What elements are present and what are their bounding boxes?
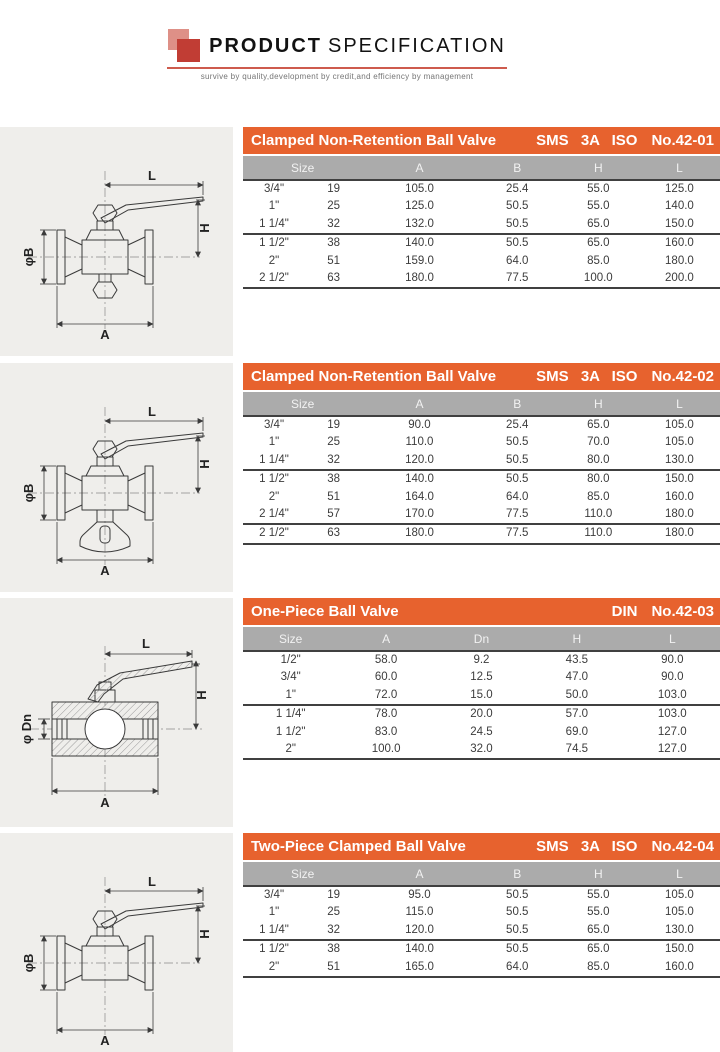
dim-label-h: H [194, 690, 209, 700]
table-cell: 1 1/2" [275, 725, 306, 738]
table-cell: 150.0 [639, 940, 720, 958]
table-cell: 50.5 [506, 200, 529, 213]
table-title-bar [243, 363, 720, 390]
table-cell: 160.0 [665, 490, 694, 503]
table-cell: 1 1/2" [243, 234, 305, 252]
column-header: Size [243, 627, 338, 651]
column-header: A [362, 392, 476, 416]
standard-label: SMS 3A ISO [536, 132, 638, 149]
table-cell: 164.0 [405, 490, 434, 503]
column-header: B [477, 862, 558, 886]
spec-code: No.42-02 [651, 368, 714, 385]
table-cell: 83.0 [374, 725, 398, 738]
table-cell: 105.0 [665, 419, 694, 431]
table-cell: 125.0 [665, 183, 694, 195]
table-header-row [243, 627, 720, 651]
table-cell: 105.0 [405, 183, 434, 195]
table-row [243, 651, 720, 669]
table-cell: 2" [285, 743, 296, 756]
column-header: L [625, 627, 720, 651]
column-header: L [639, 392, 720, 416]
dim-label-l: L [148, 168, 156, 183]
table-row [243, 922, 720, 940]
table-cell: 25 [327, 200, 341, 213]
table-cell: 72.0 [374, 688, 398, 701]
table-cell: 110.0 [558, 524, 639, 543]
brand-title-bold: PRODUCT [209, 34, 322, 57]
table-cell: 64.0 [506, 490, 529, 503]
table-cell: 125.0 [405, 200, 434, 213]
column-header: Size [243, 156, 362, 180]
table-cell: 50.5 [477, 470, 558, 488]
table-cell: 90.0 [661, 671, 684, 684]
table-cell: 100.0 [371, 743, 401, 756]
table-cell: 1" [268, 436, 280, 449]
table-cell: 120.0 [405, 923, 434, 936]
table-cell: 55.0 [587, 183, 610, 195]
column-header: B [477, 392, 558, 416]
table-cell: 38 [305, 470, 362, 488]
spec-code: No.42-04 [651, 838, 714, 855]
logo-squares-icon [168, 28, 200, 64]
table-cell: 180.0 [362, 524, 476, 543]
table-header-row [243, 862, 720, 886]
table-cell: 70.0 [587, 436, 610, 449]
table-cell: 160.0 [639, 234, 720, 252]
table-title-bar [243, 127, 720, 154]
table-cell: 51 [327, 254, 341, 267]
table-row [243, 416, 720, 434]
table-cell: 63 [305, 524, 362, 543]
brand-title-rest: SPECIFICATION [328, 34, 506, 57]
table-cell: 105.0 [665, 436, 694, 449]
valve-drawing-panel [0, 598, 233, 827]
table-cell: 32.0 [470, 743, 493, 756]
table-cell: 80.0 [558, 470, 639, 488]
brand-tagline: survive by quality,development by credit,and efficiency by management [200, 72, 474, 81]
table-cell: 77.5 [506, 272, 529, 285]
table-cell: 50.5 [477, 234, 558, 252]
table-cell: 20.0 [434, 705, 529, 723]
table-row [243, 216, 720, 234]
table-cell: 105.0 [665, 889, 694, 901]
dim-label-phi-b: φB [21, 953, 36, 973]
table-cell: 32 [327, 453, 341, 466]
dim-label-h: H [197, 223, 212, 233]
table-cell: 51 [327, 490, 341, 503]
table-cell: 3/4" [263, 183, 285, 195]
table-cell: 150.0 [665, 217, 694, 230]
clamped-valve-drawing [0, 127, 233, 356]
table-cell: 180.0 [405, 272, 434, 285]
standard-label: SMS 3A ISO [536, 368, 638, 385]
table-header-row [243, 392, 720, 416]
dim-label-phi-b: φB [21, 483, 36, 503]
table-cell: 55.0 [587, 906, 610, 919]
table-cell: 85.0 [587, 960, 610, 973]
column-header: H [558, 862, 639, 886]
table-cell: 110.0 [584, 508, 613, 521]
table-cell: 32 [327, 923, 341, 936]
brand-header [167, 28, 507, 81]
table-cell: 77.5 [477, 524, 558, 543]
table-cell: 3/4" [263, 889, 285, 901]
spec-table [243, 862, 720, 978]
spec-code: No.42-03 [651, 603, 714, 620]
table-title: Clamped Non-Retention Ball Valve [251, 132, 497, 149]
table-cell: 32 [327, 217, 341, 230]
table-cell: 55.0 [587, 889, 610, 901]
table-cell: 2 1/2" [259, 272, 289, 285]
column-header: Dn [434, 627, 529, 651]
table-cell: 2" [268, 254, 280, 267]
table-cell: 74.5 [565, 743, 589, 756]
table-cell: 150.0 [639, 470, 720, 488]
dim-label-phi-dn: φ Dn [19, 713, 34, 745]
table-cell: 170.0 [405, 508, 434, 521]
table-cell: 19 [327, 419, 341, 431]
table-cell: 19 [327, 183, 341, 195]
table-cell: 103.0 [657, 688, 687, 701]
table-cell: 1" [285, 688, 296, 701]
table-cell: 2 1/2" [243, 524, 305, 543]
table-cell: 132.0 [405, 217, 434, 230]
dim-label-phi-b: φB [21, 247, 36, 267]
table-cell: 3/4" [280, 671, 301, 684]
table-row [243, 705, 720, 723]
dim-label-l: L [148, 404, 156, 419]
table-title-bar [243, 598, 720, 625]
table-row [243, 886, 720, 904]
table-cell: 58.0 [374, 654, 398, 666]
table-cell: 115.0 [405, 906, 434, 919]
table-header-row [243, 156, 720, 180]
table-cell: 180.0 [665, 508, 694, 521]
table-cell: 130.0 [665, 453, 694, 466]
table-cell: 140.0 [362, 234, 476, 252]
table-cell: 69.0 [565, 725, 589, 738]
table-cell: 65.0 [587, 217, 610, 230]
table-cell: 25.4 [506, 419, 529, 431]
table-cell: 25.4 [506, 183, 529, 195]
table-row [243, 470, 720, 488]
table-cell: 65.0 [587, 923, 610, 936]
table-cell: 47.0 [565, 671, 589, 684]
table-cell: 90.0 [661, 654, 684, 666]
table-cell: 1" [268, 906, 280, 919]
column-header: H [558, 156, 639, 180]
table-cell: 110.0 [405, 436, 434, 449]
table-row [243, 687, 720, 705]
table-cell: 1" [268, 200, 280, 213]
table-cell: 50.5 [506, 217, 529, 230]
dim-label-a: A [100, 327, 110, 342]
table-row [243, 198, 720, 215]
table-cell: 50.5 [477, 940, 558, 958]
column-header: Size [243, 392, 362, 416]
table-cell: 50.0 [565, 688, 589, 701]
table-cell: 50.5 [506, 923, 529, 936]
spec-table [243, 627, 720, 760]
table-cell: 127.0 [657, 743, 687, 756]
dim-label-h: H [197, 459, 212, 469]
dim-label-l: L [148, 874, 156, 889]
table-cell: 180.0 [665, 254, 694, 267]
table-cell: 50.5 [506, 453, 529, 466]
valve-drawing-panel [0, 833, 233, 1052]
table-row [243, 434, 720, 451]
table-cell: 25 [327, 906, 341, 919]
table-cell: 65.0 [558, 940, 639, 958]
table-cell: 90.0 [408, 419, 431, 431]
table-cell: 1 1/4" [259, 453, 289, 466]
table-cell: 50.5 [506, 436, 529, 449]
clamped-valve-drawing [0, 833, 233, 1052]
table-cell: 1 1/4" [259, 923, 289, 936]
column-header: B [477, 156, 558, 180]
column-header: A [338, 627, 433, 651]
table-cell: 77.5 [506, 508, 529, 521]
table-cell: 2" [268, 490, 280, 503]
table-row [243, 270, 720, 288]
table-cell: 127.0 [657, 725, 687, 738]
table-cell: 160.0 [665, 960, 694, 973]
valve-drawing-panel [0, 363, 233, 592]
table-cell: 55.0 [587, 200, 610, 213]
table-cell: 60.0 [374, 671, 398, 684]
table-cell: 1 1/2" [243, 940, 305, 958]
table-row [243, 234, 720, 252]
table-row [243, 669, 720, 686]
dim-label-a: A [100, 1033, 110, 1048]
standard-label: DIN [611, 603, 638, 620]
table-cell: 165.0 [405, 960, 434, 973]
brand-title [209, 35, 506, 58]
table-cell: 57.0 [529, 705, 624, 723]
table-cell: 105.0 [665, 906, 694, 919]
table-cell: 95.0 [408, 889, 431, 901]
table-row [243, 940, 720, 958]
table-cell: 50.5 [506, 889, 529, 901]
table-row [243, 904, 720, 921]
spec-section-2 [0, 363, 720, 592]
valve-drawing-panel [0, 127, 233, 356]
table-cell: 159.0 [405, 254, 434, 267]
table-cell: 15.0 [470, 688, 493, 701]
table-row [243, 452, 720, 470]
column-header: Size [243, 862, 362, 886]
table-cell: 51 [327, 960, 341, 973]
table-row [243, 489, 720, 506]
table-cell: 1 1/4" [243, 705, 338, 723]
table-row [243, 180, 720, 198]
one-piece-valve-drawing [0, 598, 233, 827]
table-cell: 85.0 [587, 254, 610, 267]
table-cell: 78.0 [338, 705, 433, 723]
table-cell: 1/2" [280, 654, 301, 666]
table-cell: 65.0 [558, 234, 639, 252]
table-cell: 38 [305, 234, 362, 252]
table-row [243, 959, 720, 977]
table-cell: 64.0 [506, 254, 529, 267]
table-row [243, 724, 720, 741]
clamped-valve-drawing [0, 363, 233, 592]
column-header: A [362, 862, 476, 886]
table-cell: 80.0 [587, 453, 610, 466]
table-cell: 120.0 [405, 453, 434, 466]
table-cell: 85.0 [587, 490, 610, 503]
dim-label-l: L [142, 636, 150, 651]
table-cell: 65.0 [587, 419, 610, 431]
brand-underline [167, 67, 507, 69]
table-row [243, 253, 720, 270]
table-cell: 43.5 [565, 654, 589, 666]
table-cell: 3/4" [263, 419, 285, 431]
column-header: H [558, 392, 639, 416]
table-cell: 57 [327, 508, 341, 521]
table-cell: 64.0 [506, 960, 529, 973]
column-header: A [362, 156, 476, 180]
table-cell: 180.0 [639, 524, 720, 543]
table-cell: 25 [327, 436, 341, 449]
column-header: L [639, 862, 720, 886]
table-row [243, 506, 720, 524]
spec-section-4 [0, 833, 720, 1052]
table-cell: 9.2 [473, 654, 490, 666]
table-title: Clamped Non-Retention Ball Valve [251, 368, 497, 385]
spec-section-1 [0, 127, 720, 356]
table-title-bar [243, 833, 720, 860]
table-title: One-Piece Ball Valve [251, 603, 399, 620]
standard-label: SMS 3A ISO [536, 838, 638, 855]
table-cell: 200.0 [665, 272, 694, 285]
table-row [243, 741, 720, 759]
table-cell: 12.5 [470, 671, 493, 684]
dim-label-a: A [100, 563, 110, 578]
spec-table [243, 156, 720, 289]
table-cell: 140.0 [362, 940, 476, 958]
spec-section-3 [0, 598, 720, 827]
spec-table [243, 392, 720, 545]
table-cell: 24.5 [470, 725, 493, 738]
table-cell: 103.0 [625, 705, 720, 723]
spec-code: No.42-01 [651, 132, 714, 149]
table-cell: 1 1/4" [259, 217, 289, 230]
column-header: L [639, 156, 720, 180]
table-cell: 19 [327, 889, 341, 901]
table-cell: 50.5 [506, 906, 529, 919]
table-cell: 63 [327, 272, 341, 285]
table-cell: 130.0 [665, 923, 694, 936]
table-cell: 2" [268, 960, 280, 973]
table-cell: 140.0 [362, 470, 476, 488]
table-cell: 100.0 [583, 272, 613, 285]
table-cell: 2 1/4" [259, 508, 289, 521]
table-cell: 1 1/2" [243, 470, 305, 488]
dim-label-a: A [100, 795, 110, 810]
table-title: Two-Piece Clamped Ball Valve [251, 838, 466, 855]
column-header: H [529, 627, 624, 651]
table-cell: 38 [305, 940, 362, 958]
dim-label-h: H [197, 929, 212, 939]
table-cell: 140.0 [665, 200, 694, 213]
table-row [243, 524, 720, 543]
